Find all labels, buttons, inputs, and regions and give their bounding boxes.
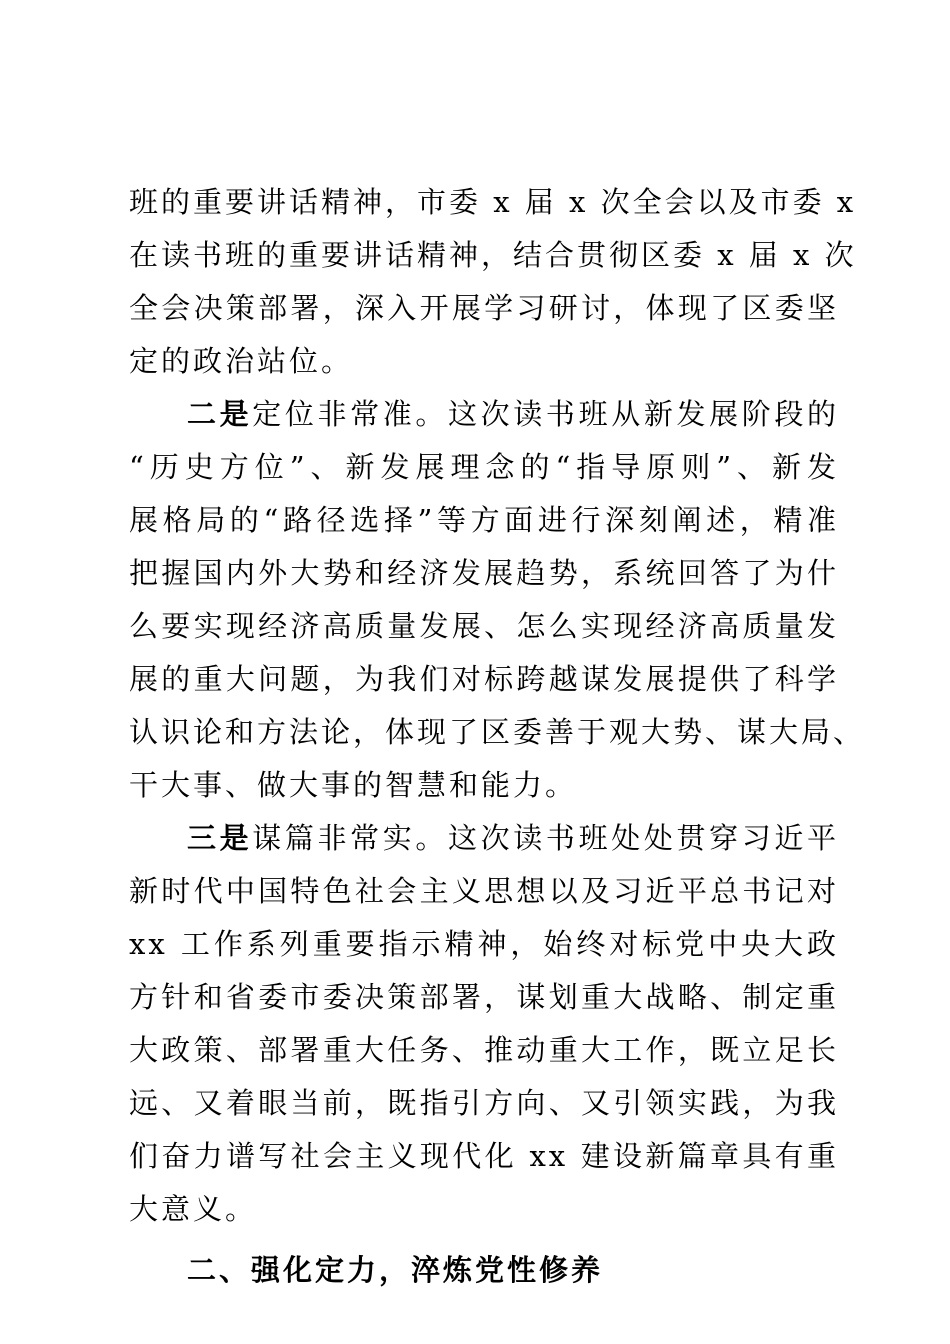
text-line: 新时代中国特色社会主义思想以及习近平总书记对 bbox=[129, 874, 839, 908]
text-line: 么要实现经济高质量发展、怎么实现经济高质量发 bbox=[129, 609, 839, 643]
text-span: 谋篇非常实。这次读书班处处贯穿习近平 bbox=[252, 821, 839, 855]
paragraph-positioning bbox=[129, 388, 866, 812]
text-line: xx 工作系列重要指示精神，始终对标党中央大政 bbox=[129, 927, 839, 961]
text-line: 展格局的“路径选择”等方面进行深刻阐述，精准 bbox=[129, 503, 839, 537]
text-line: 们奋力谱写社会主义现代化 xx 建设新篇章具有重 bbox=[129, 1139, 839, 1173]
text-line: 展的重大问题，为我们对标跨越谋发展提供了科学 bbox=[129, 662, 839, 696]
text-line: 干大事、做大事的智慧和能力。 bbox=[129, 768, 578, 802]
text-line bbox=[129, 388, 839, 441]
text-line: 方针和省委市委决策部署，谋划重大战略、制定重 bbox=[129, 980, 839, 1014]
text-line: 班的重要讲话精神，市委 x 届 x 次全会以及市委 x bbox=[129, 185, 857, 219]
text-line: 远、又着眼当前，既指引方向、又引领实践，为我 bbox=[129, 1086, 839, 1120]
text-line: 定的政治站位。 bbox=[129, 344, 354, 378]
paragraph-lead: 二是 bbox=[187, 397, 253, 431]
text-line: 认识论和方法论，体现了区委善于观大势、谋大局、 bbox=[129, 715, 866, 749]
paragraph-planning bbox=[129, 812, 839, 1236]
text-line: 大意义。 bbox=[129, 1192, 258, 1226]
text-line: 全会决策部署，深入开展学习研讨，体现了区委坚 bbox=[129, 291, 839, 325]
paragraph-lead: 三是 bbox=[187, 821, 253, 855]
text-line bbox=[129, 812, 839, 865]
text-line: 大政策、部署重大任务、推动重大工作，既立足长 bbox=[129, 1033, 839, 1067]
section-heading: 二、强化定力，淬炼党性修养 bbox=[187, 1253, 604, 1287]
document-body bbox=[129, 176, 866, 1297]
text-line: 在读书班的重要讲话精神，结合贯彻区委 x 届 x 次 bbox=[129, 238, 857, 272]
text-span: 定位非常准。这次读书班从新发展阶段的 bbox=[252, 397, 839, 431]
text-line: 把握国内外大势和经济发展趋势，系统回答了为什 bbox=[129, 556, 839, 590]
text-line: “历史方位”、新发展理念的“指导原则”、新发 bbox=[129, 450, 839, 484]
paragraph-political-stance bbox=[129, 176, 857, 388]
